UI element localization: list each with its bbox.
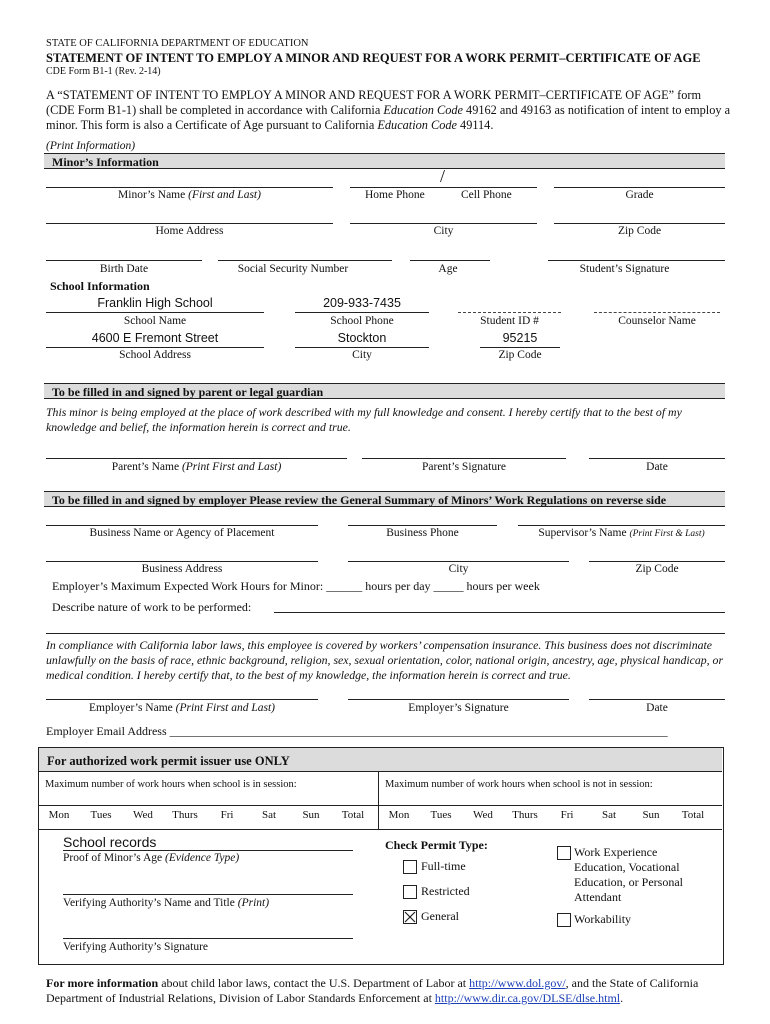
permit-full-time-checkbox[interactable] [403, 860, 417, 874]
in-session-mon-hours-field[interactable] [45, 805, 73, 806]
agency-name: STATE OF CALIFORNIA DEPARTMENT OF EDUCATION [46, 38, 309, 49]
form-title: STATEMENT OF INTENT TO EMPLOY A MINOR AND REQUEST FOR A WORK PERMIT–CERTIFICATE OF AGE [46, 51, 701, 65]
intro-paragraph: A “STATEMENT OF INTENT TO EMPLOY A MINOR AND REQUEST FOR A WORK PERMIT–CERTIFICATE OF AGE” form (CDE Form B1-1) shall be completed in accordance with California Education Code 49162 and 49163 as notification of intent to employ a minor. This form is also a Certificate of Age pursuant to California Education Code 49114. [46, 88, 731, 132]
out-session-total-label: Total [681, 809, 705, 821]
hours-divider [378, 772, 379, 829]
out-session-sat-label: Sat [601, 809, 617, 821]
phone-field[interactable] [350, 187, 537, 188]
in-session-fri-label: Fri [220, 809, 234, 821]
work-nature-label: Describe nature of work to be performed: [52, 600, 252, 614]
employer-name-label: Employer’s Name (Print First and Last) [88, 702, 275, 714]
business-zip-field[interactable] [589, 561, 725, 562]
proof-value[interactable]: School records [63, 834, 157, 850]
home-address-field[interactable] [46, 223, 333, 224]
compliance-statement: In compliance with California labor laws, this employee is covered by workers’ compensation insurance. This business does not discriminate unlawfully on the basis of race, ethnic background, religion, sex, sexual orientation, color, national origin, ancestry, age, physical handicap, or medical condition. I hereby certify that, to the best of my knowledge, the information herein is correct and true. [46, 638, 724, 682]
work-experience-label: Work Experience Education, Vocational Education, or Personal Attendant [574, 845, 683, 904]
business-address-field[interactable] [46, 561, 318, 562]
employer-signature-label: Employer’s Signature [408, 702, 509, 714]
dlse-link[interactable]: http://www.dir.ca.gov/DLSE/dlse.html [434, 991, 621, 1005]
business-phone-field[interactable] [348, 525, 497, 526]
permit-full-time-label: Full-time [421, 859, 466, 873]
school-address-value[interactable]: 4600 E Fremont Street [91, 331, 219, 345]
in-session-total-hours-field[interactable] [339, 805, 367, 806]
student-id-field[interactable] [458, 312, 561, 313]
school-info-heading: School Information [50, 279, 150, 293]
in-session-sat-label: Sat [261, 809, 277, 821]
school-city-value[interactable]: Stockton [337, 331, 387, 345]
parent-date-label: Date [646, 461, 668, 473]
business-name-field[interactable] [46, 525, 318, 526]
ssn-field[interactable] [218, 260, 392, 261]
city-label: City [433, 225, 454, 237]
proof-field [63, 850, 353, 851]
out-session-thurs-hours-field[interactable] [511, 805, 539, 806]
birth-date-label: Birth Date [99, 263, 149, 275]
parent-name-field[interactable] [46, 458, 347, 459]
permit-type-label: Check Permit Type: [385, 838, 488, 852]
grade-field[interactable] [554, 187, 725, 188]
in-session-sat-hours-field[interactable] [255, 805, 283, 806]
ssn-label: Social Security Number [237, 263, 349, 275]
home-phone-label: Home Phone [365, 189, 425, 201]
lower-divider-line [39, 829, 722, 830]
supervisor-name-label: Supervisor’s Name (Print First & Last) [538, 527, 705, 539]
supervisor-name-field[interactable] [518, 525, 725, 526]
school-phone-field [295, 312, 429, 313]
parent-name-label: Parent’s Name (Print First and Last) [111, 461, 282, 473]
zip-field[interactable] [554, 223, 725, 224]
employer-section-heading: To be filled in and signed by employer Please review the General Summary of Minors’ Work Regulations on reverse side [44, 491, 725, 507]
employer-date-label: Date [646, 702, 668, 714]
work-nature-field[interactable] [274, 612, 725, 613]
in-session-sun-label: Sun [302, 809, 320, 821]
out-session-thurs-label: Thurs [512, 809, 538, 821]
work-experience-checkbox[interactable] [557, 846, 571, 860]
business-name-label: Business Name or Agency of Placement [89, 527, 275, 539]
student-id-label: Student ID # [480, 315, 539, 327]
minor-name-field[interactable] [46, 187, 333, 188]
phone-divider: / [440, 166, 446, 186]
out-session-tues-hours-field[interactable] [427, 805, 455, 806]
out-session-mon-hours-field[interactable] [385, 805, 413, 806]
in-session-fri-hours-field[interactable] [213, 805, 241, 806]
verifier-signature-label: Verifying Authority’s Signature [63, 941, 209, 953]
permit-restricted-checkbox[interactable] [403, 885, 417, 899]
checkmark-x-icon [404, 911, 416, 923]
out-session-fri-label: Fri [560, 809, 574, 821]
parent-statement: This minor is being employed at the place of work described with my full knowledge and consent. I hereby certify that to the best of my knowledge and belief, the information herein is correct and true. [46, 405, 682, 434]
workability-label: Workability [574, 912, 632, 926]
out-session-fri-hours-field[interactable] [553, 805, 581, 806]
out-session-sun-label: Sun [642, 809, 660, 821]
birth-date-field[interactable] [46, 260, 202, 261]
out-session-wed-label: Wed [473, 809, 493, 821]
verifier-signature-field[interactable] [63, 938, 353, 939]
permit-general-label: General [421, 909, 459, 923]
in-session-tues-label: Tues [90, 809, 112, 821]
work-nature-field-2[interactable] [46, 633, 725, 634]
city-field[interactable] [350, 223, 537, 224]
parent-section-heading: To be filled in and signed by parent or legal guardian [44, 383, 725, 399]
footer-info: For more information about child labor laws, contact the U.S. Department of Labor at http://www.dol.gov/, and the State of California Department of Industrial Relations, Division of Labor Standards Enforcement at http://www.dir.ca.gov/DLSE/dlse.html. [46, 976, 699, 1005]
out-session-mon-label: Mon [388, 809, 410, 821]
cell-phone-label: Cell Phone [461, 189, 512, 201]
employer-signature-field[interactable] [348, 699, 569, 700]
business-phone-label: Business Phone [386, 527, 459, 539]
business-address-label: Business Address [141, 563, 223, 575]
proof-label: Proof of Minor’s Age (Evidence Type) [63, 852, 240, 864]
max-work-hours-line[interactable]: Employer’s Maximum Expected Work Hours for Minor: ______ hours per day _____ hours per week [52, 579, 540, 593]
age-field[interactable] [410, 260, 490, 261]
out-session-total-hours-field[interactable] [679, 805, 707, 806]
employer-name-field[interactable] [46, 699, 318, 700]
school-address-field [46, 347, 264, 348]
school-city-field [295, 347, 429, 348]
school-name-label: School Name [123, 315, 187, 327]
minor-info-heading: Minor’s Information [44, 153, 725, 169]
school-phone-label: School Phone [330, 315, 394, 327]
minor-name-label: Minor’s Name (First and Last) [118, 189, 261, 201]
print-info-note: (Print Information) [46, 140, 136, 152]
school-address-label: School Address [119, 349, 191, 361]
in-session-sun-hours-field[interactable] [297, 805, 325, 806]
school-city-label: City [352, 349, 372, 361]
home-address-label: Home Address [155, 225, 224, 237]
business-city-label: City [448, 563, 469, 575]
counselor-field[interactable] [594, 312, 720, 313]
issuer-heading: For authorized work permit issuer use ONLY [39, 748, 722, 772]
employer-date-field[interactable] [589, 699, 725, 700]
school-zip-label: Zip Code [498, 349, 542, 361]
parent-date-field[interactable] [589, 458, 725, 459]
out-session-sat-hours-field[interactable] [595, 805, 623, 806]
out-session-tues-label: Tues [430, 809, 452, 821]
out-session-label: Maximum number of work hours when school is not in session: [385, 779, 653, 790]
employer-email-field[interactable]: Employer Email Address ___________________________________________________________________________________ [46, 724, 668, 738]
workability-checkbox[interactable] [557, 913, 571, 927]
age-label: Age [438, 263, 458, 275]
student-signature-field[interactable] [548, 260, 725, 261]
school-zip-value[interactable]: 95215 [502, 331, 538, 345]
in-session-wed-label: Wed [133, 809, 153, 821]
issuer-box [38, 747, 724, 965]
in-session-wed-hours-field[interactable] [129, 805, 157, 806]
counselor-label: Counselor Name [618, 315, 696, 327]
out-session-sun-hours-field[interactable] [637, 805, 665, 806]
business-zip-label: Zip Code [635, 563, 679, 575]
in-session-total-label: Total [341, 809, 365, 821]
parent-signature-field[interactable] [362, 458, 566, 459]
zip-label: Zip Code [617, 225, 662, 237]
out-session-wed-hours-field[interactable] [469, 805, 497, 806]
verifier-name-field[interactable] [63, 894, 353, 895]
grade-label: Grade [625, 189, 654, 201]
verifier-name-label: Verifying Authority’s Name and Title (Print) [63, 897, 270, 909]
school-name-field [46, 312, 264, 313]
form-id: CDE Form B1-1 (Rev. 2-14) [46, 66, 161, 77]
business-city-field[interactable] [348, 561, 569, 562]
school-zip-field [480, 347, 560, 348]
permit-restricted-label: Restricted [421, 884, 470, 898]
in-session-tues-hours-field[interactable] [87, 805, 115, 806]
in-session-thurs-label: Thurs [172, 809, 198, 821]
student-signature-label: Student’s Signature [579, 263, 670, 275]
school-phone-value[interactable]: 209-933-7435 [323, 296, 401, 310]
in-session-thurs-hours-field[interactable] [171, 805, 199, 806]
in-session-mon-label: Mon [48, 809, 70, 821]
dol-link[interactable]: http://www.dol.gov/ [469, 976, 566, 990]
permit-general-checkbox[interactable] [403, 910, 417, 924]
school-name-value[interactable]: Franklin High School [97, 296, 213, 310]
in-session-label: Maximum number of work hours when school is in session: [45, 779, 297, 790]
parent-signature-label: Parent’s Signature [422, 461, 506, 473]
